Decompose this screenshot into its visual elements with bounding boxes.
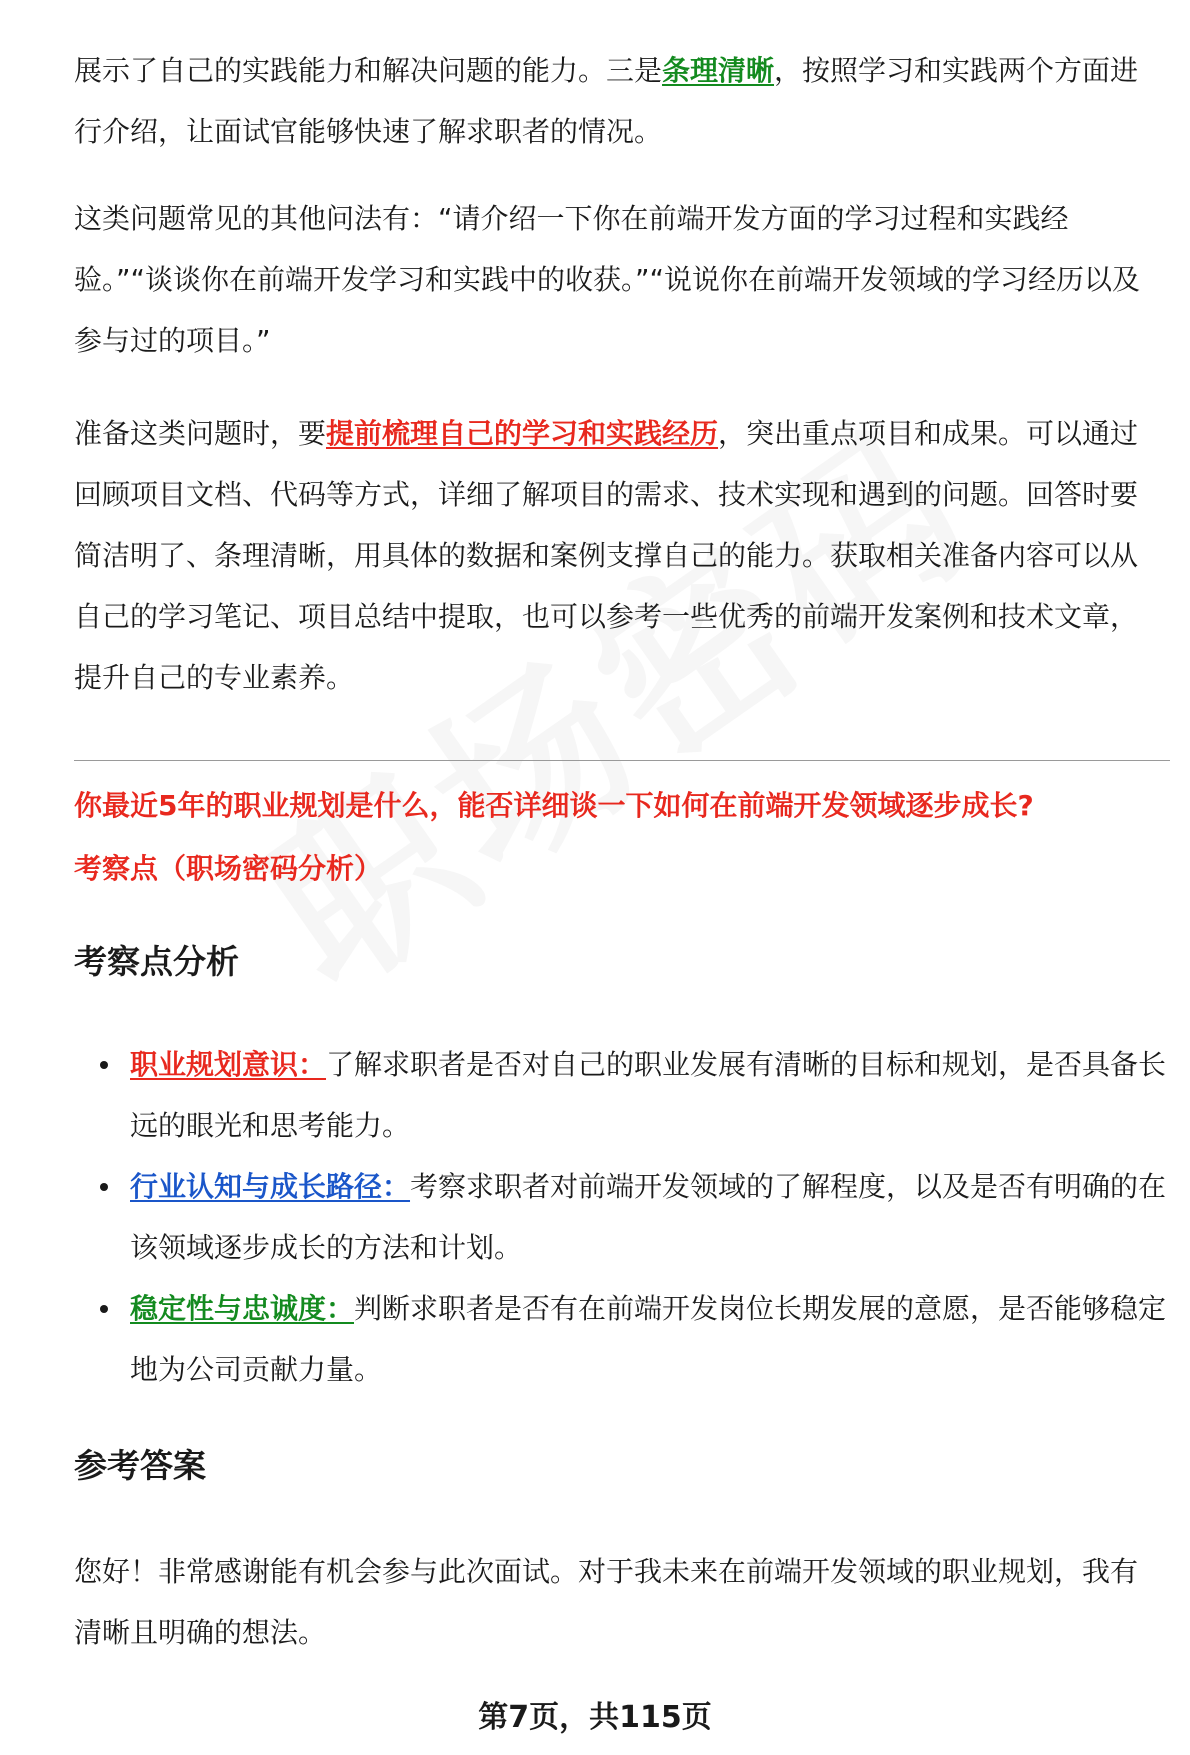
analysis-point-text: 考察求职者对前端开发领域的了解程度，以及是否有明确的在该领域逐步成长的方法和计划。: [130, 1170, 1167, 1264]
interview-question: 你最近5年的职业规划是什么，能否详细谈一下如何在前端开发领域逐步成长?: [74, 789, 1034, 822]
analysis-point-label: 行业认知与成长路径：: [130, 1170, 411, 1203]
prep-text-after: ，突出重点项目和成果。可以通过回顾项目文档、代码等方式，详细了解项目的需求、技术实现和遇到的问题。回答时要简洁明了、条理清晰，用具体的数据和案例支撑自己的能力。获取相关准备内容可以从自己的学习笔记、项目总结中提取，也可以参考一些优秀的前端开发案例和技术文章，提升自己的专业素养。: [74, 417, 1139, 694]
analysis-point-career-planning: [74, 1034, 1170, 1156]
intro-highlight: 条理清晰: [662, 54, 775, 87]
analysis-point-label: 稳定性与忠诚度：: [130, 1292, 355, 1325]
analysis-point-text: 判断求职者是否有在前端开发岗位长期发展的意愿，是否能够稳定地为公司贡献力量。: [130, 1292, 1167, 1386]
intro-paragraph: [74, 40, 1164, 162]
analysis-heading: 考察点分析: [74, 942, 239, 981]
analysis-point-text: 了解求职者是否对自己的职业发展有清晰的目标和规划，是否具备长远的眼光和思考能力。: [130, 1048, 1167, 1142]
answer-heading: 参考答案: [74, 1446, 206, 1485]
analysis-point-stability-loyalty: [74, 1278, 1170, 1400]
prep-text-before: 准备这类问题时，要: [74, 417, 327, 450]
analysis-point-industry-growth: [74, 1156, 1170, 1278]
bullet-icon: [100, 1183, 108, 1191]
intro-text-after: ，按照学习和实践两个方面进行介绍，让面试官能够快速了解求职者的情况。: [74, 54, 1139, 148]
analysis-points-list: [74, 1034, 1170, 1400]
section-divider: [74, 760, 1170, 761]
analysis-point-label: 职业规划意识：: [130, 1048, 327, 1081]
bullet-icon: [100, 1305, 108, 1313]
answer-paragraph: 您好！非常感谢能有机会参与此次面试。对于我未来在前端开发领域的职业规划，我有清晰且明确的想法。: [74, 1555, 1139, 1649]
page-footer: 第7页，共115页: [478, 1700, 712, 1735]
preparation-paragraph: [74, 403, 1164, 708]
intro-text-before: 展示了自己的实践能力和解决问题的能力。三是: [74, 54, 663, 87]
examination-point-label: 考察点（职场密码分析）: [74, 852, 383, 885]
bullet-icon: [100, 1061, 108, 1069]
prep-highlight: 提前梳理自己的学习和实践经历: [326, 417, 719, 450]
similar-questions-paragraph: 这类问题常见的其他问法有：“请介绍一下你在前端开发方面的学习过程和实践经验。”“谈谈你在前端开发学习和实践中的收获。”“说说你在前端开发领域的学习经历以及参与过的项目。”: [74, 202, 1141, 357]
